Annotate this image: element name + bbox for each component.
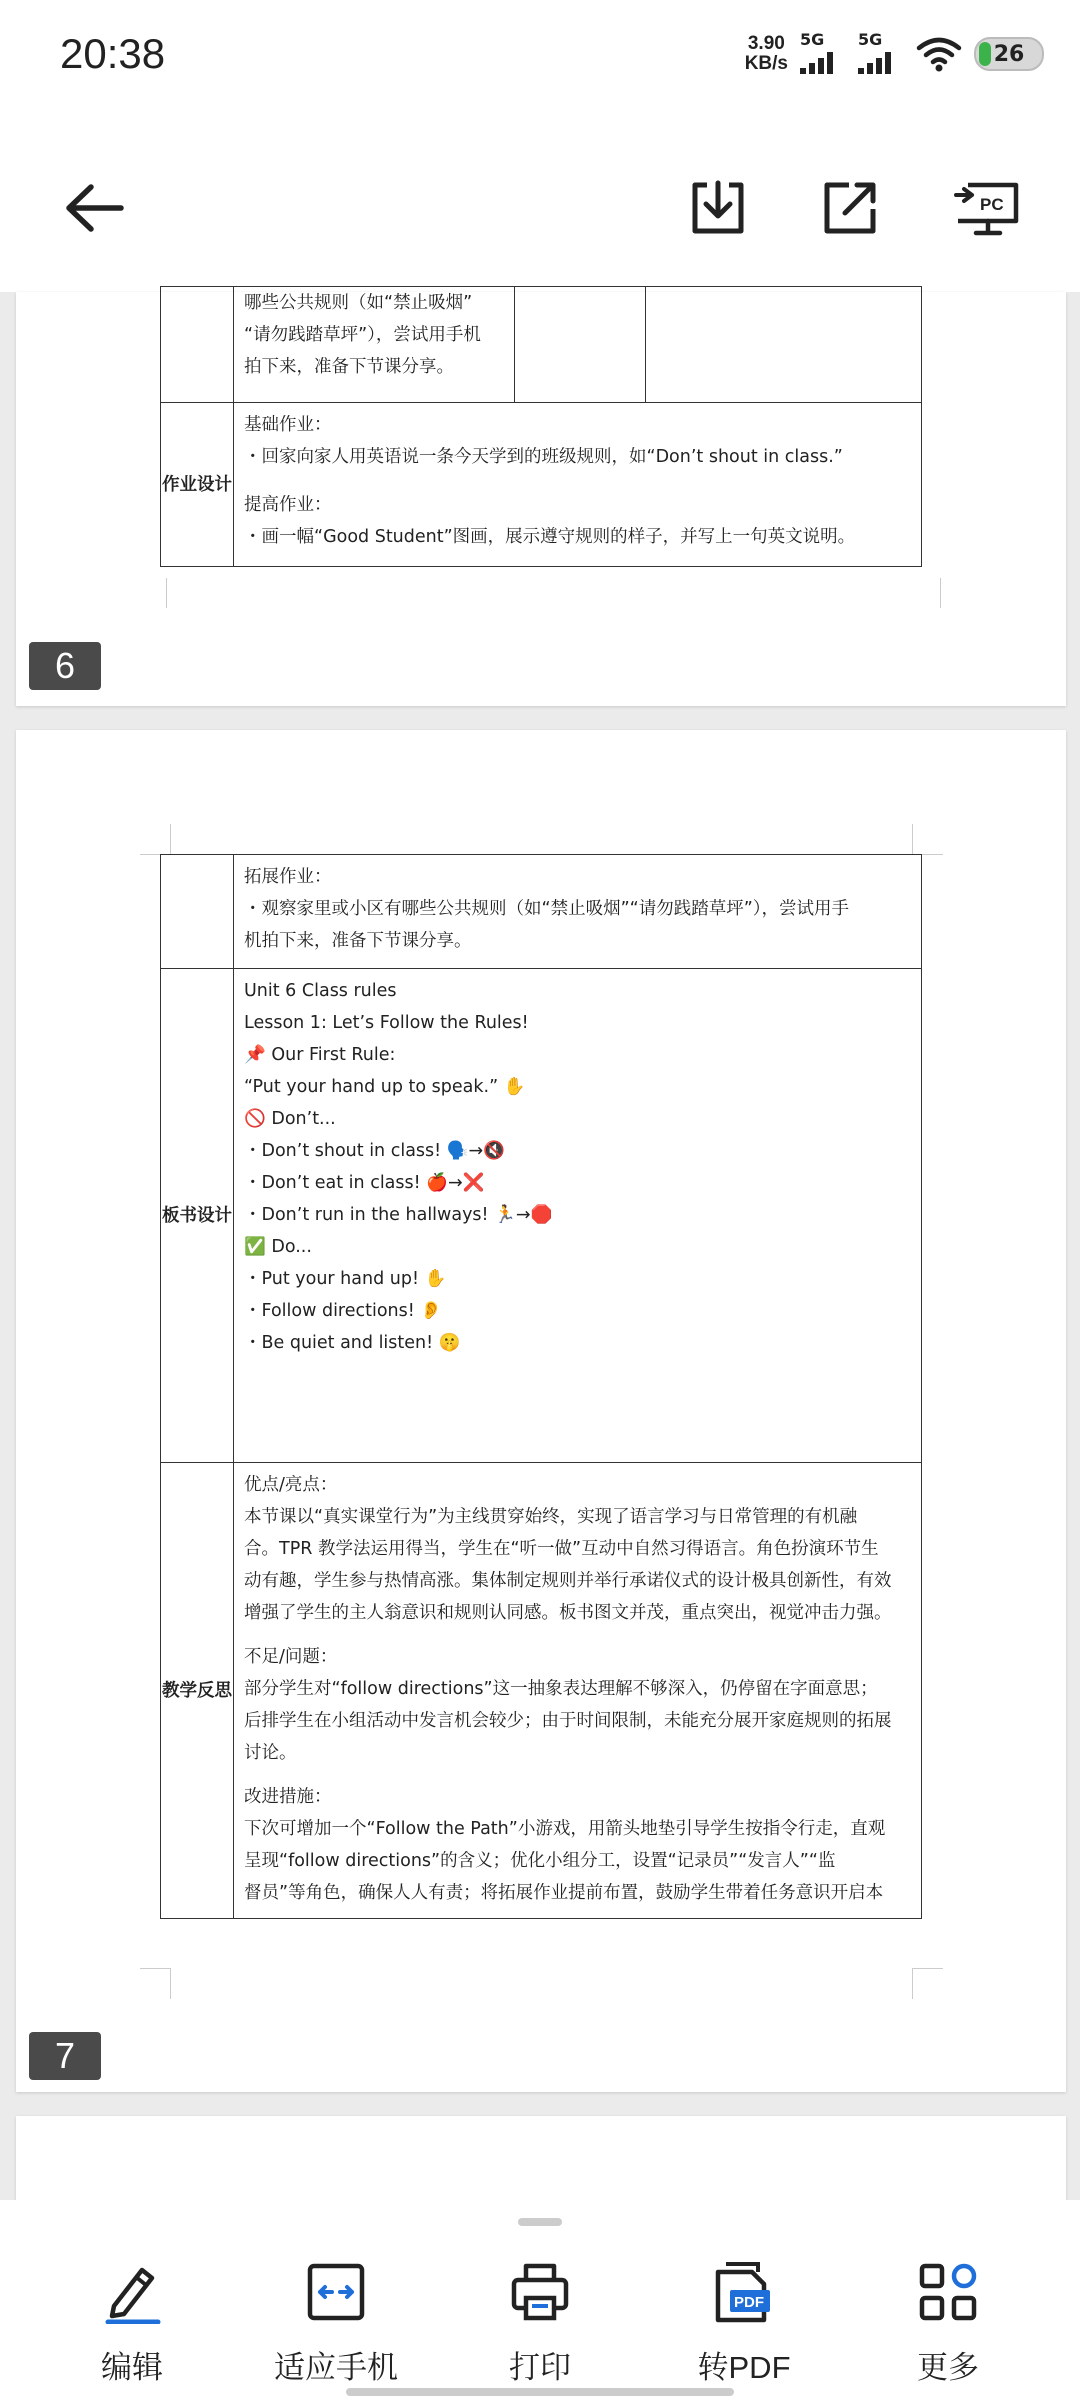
status-bar xyxy=(0,0,1080,110)
print-button[interactable]: 打印 xyxy=(460,2260,620,2387)
crop-mark xyxy=(140,1968,171,1999)
share-icon xyxy=(819,177,881,239)
row-label: 板书设计 xyxy=(161,969,234,1463)
page-number-badge: 6 xyxy=(29,642,101,690)
crop-mark xyxy=(912,824,943,855)
table-cell: 优点/亮点： 本节课以“真实课堂行为”为主线贯穿始终，实现了语言学习与日常管理的有机融 合。TPR 教学法运用得当，学生在“听一做”互动中自然习得语言。角色扮演环节生 动有趣，学生参与热情高涨。集体制定规则并举行承诺仪式的设计极具创新性，有效 增强了学生的主人翁意识和规则认同感。板书图文并茂，重点突出，视觉冲击力强。 不足/问题： 部分学生对“follow directions”这一抽象表达理解不够深入，仍停留在字面意思； 后排学生在小组活动中发言机会较少；由于时间限制，未能充分展开家庭规则的拓展 讨论。 改进措施： 下次可增加一个“Follow the Path”小游戏，用箭头地垫引导学生按指令行走，直观 呈现“follow directions”的含义；优化小组分工，设置“记录员”“发言人”“监 督员”等角色，确保人人有责；将拓展作业提前布置，鼓励学生带着任务意识开启本 xyxy=(234,1463,922,1919)
convert-pdf-button[interactable]: PDF 转PDF xyxy=(664,2260,824,2387)
status-time: 20:38 xyxy=(60,30,166,77)
drag-handle[interactable] xyxy=(518,2218,562,2226)
convert-pdf-icon xyxy=(712,2260,776,2324)
network-speed: 3.90 KB/s xyxy=(744,33,788,74)
pc-mode-button[interactable] xyxy=(942,168,1032,248)
wifi-icon xyxy=(916,36,962,72)
table-row xyxy=(161,287,922,403)
crop-mark xyxy=(912,1968,943,1999)
document-page-6 xyxy=(16,292,1066,706)
top-toolbar xyxy=(0,110,1080,292)
page7-table xyxy=(160,854,922,1919)
bottom-action-bar xyxy=(0,2200,1080,2400)
crop-mark xyxy=(166,578,197,608)
table-cell: 基础作业： ・回家向家人用英语说一条今天学到的班级规则，如“Don’t shout in class.” 提高作业： ・画一幅“Good Student”图画，展示遵守规则的样子，并写上一句英文说明。 xyxy=(234,403,922,567)
pc-screen-icon xyxy=(952,177,1022,239)
signal-icon: 5G xyxy=(858,34,904,74)
row-label xyxy=(161,287,234,403)
table-row xyxy=(161,969,922,1463)
document-page-7 xyxy=(16,730,1066,2092)
fit-phone-icon xyxy=(304,2260,368,2324)
svg-text:PC: PC xyxy=(980,195,1004,214)
battery-icon: 26 xyxy=(974,37,1044,71)
back-arrow-icon xyxy=(63,181,125,235)
table-cell: 哪些公共规则（如“禁止吸烟” “请勿践踏草坪”），尝试用手机 拍下来，准备下节课分享。 xyxy=(234,287,515,403)
more-grid-icon xyxy=(916,2260,980,2324)
printer-icon xyxy=(508,2260,572,2324)
table-cell xyxy=(515,287,646,403)
table-row xyxy=(161,1463,922,1919)
signal-icon: 5G xyxy=(800,34,846,74)
status-icons xyxy=(744,30,1044,74)
home-indicator[interactable] xyxy=(346,2388,734,2396)
crop-mark xyxy=(910,578,941,608)
page-number-badge: 7 xyxy=(29,2032,101,2080)
edit-pen-icon xyxy=(100,2260,164,2324)
back-button[interactable] xyxy=(54,168,134,248)
share-button[interactable] xyxy=(810,168,890,248)
row-label xyxy=(161,855,234,969)
table-row xyxy=(161,855,922,969)
table-row xyxy=(161,403,922,567)
table-cell xyxy=(646,287,922,403)
download-button[interactable] xyxy=(678,168,758,248)
row-label: 教学反思 xyxy=(161,1463,234,1919)
svg-text:PDF: PDF xyxy=(734,2294,764,2311)
table-cell: 拓展作业： ・观察家里或小区有哪些公共规则（如“禁止吸烟”“请勿践踏草坪”），尝试用手 机拍下来，准备下节课分享。 xyxy=(234,855,922,969)
download-icon xyxy=(687,177,749,239)
row-label: 作业设计 xyxy=(161,403,234,567)
table-cell: Unit 6 Class rules Lesson 1: Let’s Follow the Rules! 📌 Our First Rule: “Put your hand up to speak.” ✋ 🚫 Don’t... ・Don’t shout in class! 🗣️→🔇 ・Don’t eat in class! 🍎→❌ ・Don’t run in the hallways! 🏃→🛑 ✅ Do... ・Put your hand up! ✋ ・Follow directions! 👂 ・Be quiet and listen! 🤫 xyxy=(234,969,922,1463)
edit-button[interactable]: 编辑 xyxy=(52,2260,212,2387)
crop-mark xyxy=(140,824,171,855)
fit-phone-button[interactable]: 适应手机 xyxy=(256,2260,416,2387)
page6-table xyxy=(160,286,922,567)
more-button[interactable]: 更多 xyxy=(868,2260,1028,2387)
